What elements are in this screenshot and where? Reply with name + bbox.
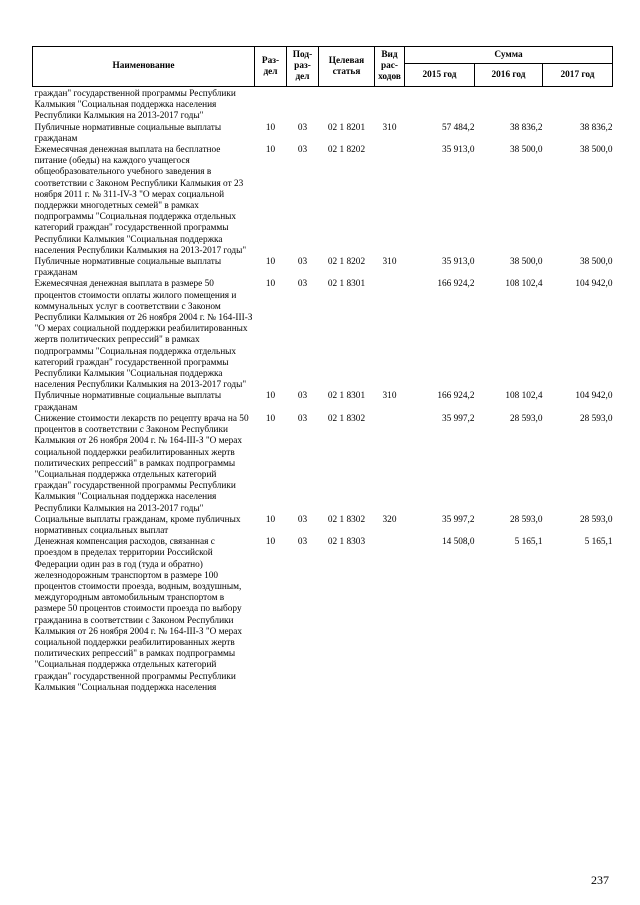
- row-amount-2017: 28 593,0: [579, 413, 613, 424]
- row-podrazdel: 03: [297, 257, 308, 268]
- row-podrazdel: 03: [297, 279, 308, 290]
- row-name: Социальные выплаты гражданам, кроме публичных нормативных социальных выплат: [34, 514, 241, 536]
- row-amount-2017: 104 942,0: [575, 391, 613, 402]
- table-header: [33, 47, 613, 87]
- row-razdel: 10: [265, 537, 276, 548]
- row-amount-2015: [405, 89, 475, 123]
- row-razdel: [255, 89, 287, 123]
- table-row: [33, 537, 613, 694]
- row-razdel: 10: [265, 257, 276, 268]
- row-podrazdel: 03: [297, 537, 308, 548]
- row-target: [319, 89, 375, 123]
- row-vid: [375, 89, 405, 123]
- row-amount-2015: 35 997,2: [441, 413, 475, 424]
- row-target: 02 1 8201: [327, 122, 366, 133]
- row-amount-2015: 14 508,0: [441, 537, 475, 548]
- row-name: Снижение стоимости лекарств по рецепту врача на 50 процентов в соответствии с Законом Республики Калмыкия от 26 ноября 2004 г. № 164-III-З "О мерах социальной поддержки реабилитированных жертв политических репрессий" в рамках подпрограммы "Социальная поддержка отдельных категорий граждан" государственной программы Республики Калмыкия "Социальная поддержка населения Республики Калмыкия на 2013-2017 годы": [34, 413, 249, 514]
- row-name: Ежемесячная денежная выплата на бесплатное питание (обеды) на каждого учащегося общеобразовательного учебного заведения в соответствии с Законом Республики Калмыкия от 23 ноября 2011 г. № 311-IV-З "О мерах социальной поддержки многодетных семей" в рамках подпрограммы "Социальная поддержка отдельных категорий граждан" государственной программы Республики Калмыкия "Социальная поддержка населения Республики Калмыкия на 2013-2017 годы": [34, 145, 247, 256]
- row-amount-2017: 38 500,0: [579, 257, 613, 268]
- row-amount-2017: 38 500,0: [579, 145, 613, 156]
- row-name: Публичные нормативные социальные выплаты гражданам: [34, 391, 222, 413]
- header-vid: Вид рас- ходов: [375, 47, 405, 87]
- row-razdel: 10: [265, 391, 276, 402]
- row-amount-2016: 38 500,0: [509, 145, 543, 156]
- row-amount-2016: 28 593,0: [509, 413, 543, 424]
- row-amount-2016: 108 102,4: [505, 391, 543, 402]
- row-amount-2016: 28 593,0: [509, 514, 543, 525]
- row-amount-2017: 104 942,0: [575, 279, 613, 290]
- table-row: [33, 123, 613, 145]
- row-amount-2016: 5 165,1: [514, 537, 543, 548]
- row-amount-2016: 108 102,4: [505, 279, 543, 290]
- row-podrazdel: 03: [297, 413, 308, 424]
- row-amount-2017: 28 593,0: [579, 514, 613, 525]
- table-row: [33, 391, 613, 413]
- row-target: 02 1 8303: [327, 537, 366, 548]
- header-year-2017: 2017 год: [543, 64, 613, 87]
- row-amount-2015: 35 997,2: [441, 514, 475, 525]
- table-row: [33, 257, 613, 279]
- row-amount-2015: 166 924,2: [437, 391, 475, 402]
- row-razdel: 10: [265, 145, 276, 156]
- row-podrazdel: 03: [297, 514, 308, 525]
- table-row: [33, 414, 613, 515]
- row-vid: 310: [382, 122, 397, 133]
- row-name: Публичные нормативные социальные выплаты гражданам: [34, 257, 222, 279]
- row-amount-2017: 5 165,1: [584, 537, 613, 548]
- row-vid: [375, 537, 405, 694]
- row-amount-2016: [475, 89, 543, 123]
- row-name: Ежемесячная денежная выплата в размере 50 процентов стоимости оплаты жилого помещения и коммунальных услуг в соответствии с Законом Республики Калмыкия от 26 ноября 2004 г. № 164-III-З "О мерах социальной поддержки реабилитированных жертв политических репрессий" в рамках подпрограммы "Социальная поддержка отдельных категорий граждан" государственной программы Республики Калмыкия "Социальная поддержка населения Республики Калмыкия на 2013-2017 годы": [34, 279, 253, 391]
- row-podrazdel: 03: [297, 391, 308, 402]
- row-vid: [375, 279, 405, 391]
- row-target: 02 1 8301: [327, 391, 366, 402]
- header-target: Целевая статья: [319, 47, 375, 87]
- row-amount-2015: 166 924,2: [437, 279, 475, 290]
- row-amount-2016: 38 836,2: [509, 122, 543, 133]
- header-podrazdel: Под- раз- дел: [287, 47, 319, 87]
- row-name: граждан" государственной программы Республики Калмыкия "Социальная поддержка населения Республики Калмыкия на 2013-2017 годы": [34, 89, 236, 122]
- page-number: 237: [591, 873, 609, 887]
- budget-table: [32, 46, 613, 694]
- row-podrazdel: 03: [297, 145, 308, 156]
- header-summa: Сумма: [405, 47, 613, 64]
- table-row: [33, 145, 613, 257]
- table-row: [33, 279, 613, 391]
- row-target: 02 1 8301: [327, 279, 366, 290]
- row-target: 02 1 8302: [327, 413, 366, 424]
- row-name: Денежная компенсация расходов, связанная с проездом в пределах территории Российской Федерации один раз в год (туда и обратно) железнодорожным транспортом в размере 100 процентов стоимости проезда, водным, воздушным, междугородным автомобильным транспортом в размере 50 процентов стоимости проезда по выбору гражданина в соответствии с Законом Республики Калмыкия от 26 ноября 2004 г. № 164-III-З "О мерах социальной поддержки реабилитированных жертв политических репрессий" в рамках подпрограммы "Социальная поддержка отдельных категорий граждан" государственной программы Республики Калмыкия "Социальная поддержка населения: [34, 537, 243, 693]
- row-vid: 320: [382, 514, 397, 525]
- row-podrazdel: [287, 89, 319, 123]
- row-podrazdel: 03: [297, 122, 308, 133]
- row-vid: 310: [382, 257, 397, 268]
- table-row: [33, 515, 613, 537]
- row-target: 02 1 8202: [327, 257, 366, 268]
- row-vid: [375, 414, 405, 515]
- table-row: [33, 89, 613, 123]
- row-name: Публичные нормативные социальные выплаты гражданам: [34, 122, 222, 144]
- row-target: 02 1 8202: [327, 145, 366, 156]
- row-amount-2015: 57 484,2: [441, 122, 475, 133]
- row-vid: 310: [382, 391, 397, 402]
- header-razdel: Раз- дел: [255, 47, 287, 87]
- table-body: [33, 87, 613, 694]
- row-razdel: 10: [265, 122, 276, 133]
- row-amount-2017: 38 836,2: [579, 122, 613, 133]
- row-razdel: 10: [265, 279, 276, 290]
- row-target: 02 1 8302: [327, 514, 366, 525]
- header-year-2016: 2016 год: [475, 64, 543, 87]
- row-amount-2015: 35 913,0: [441, 145, 475, 156]
- header-name: Наименование: [33, 47, 255, 87]
- row-razdel: 10: [265, 413, 276, 424]
- header-year-2015: 2015 год: [405, 64, 475, 87]
- row-amount-2015: 35 913,0: [441, 257, 475, 268]
- row-amount-2016: 38 500,0: [509, 257, 543, 268]
- row-amount-2017: [543, 89, 613, 123]
- row-vid: [375, 145, 405, 257]
- row-razdel: 10: [265, 514, 276, 525]
